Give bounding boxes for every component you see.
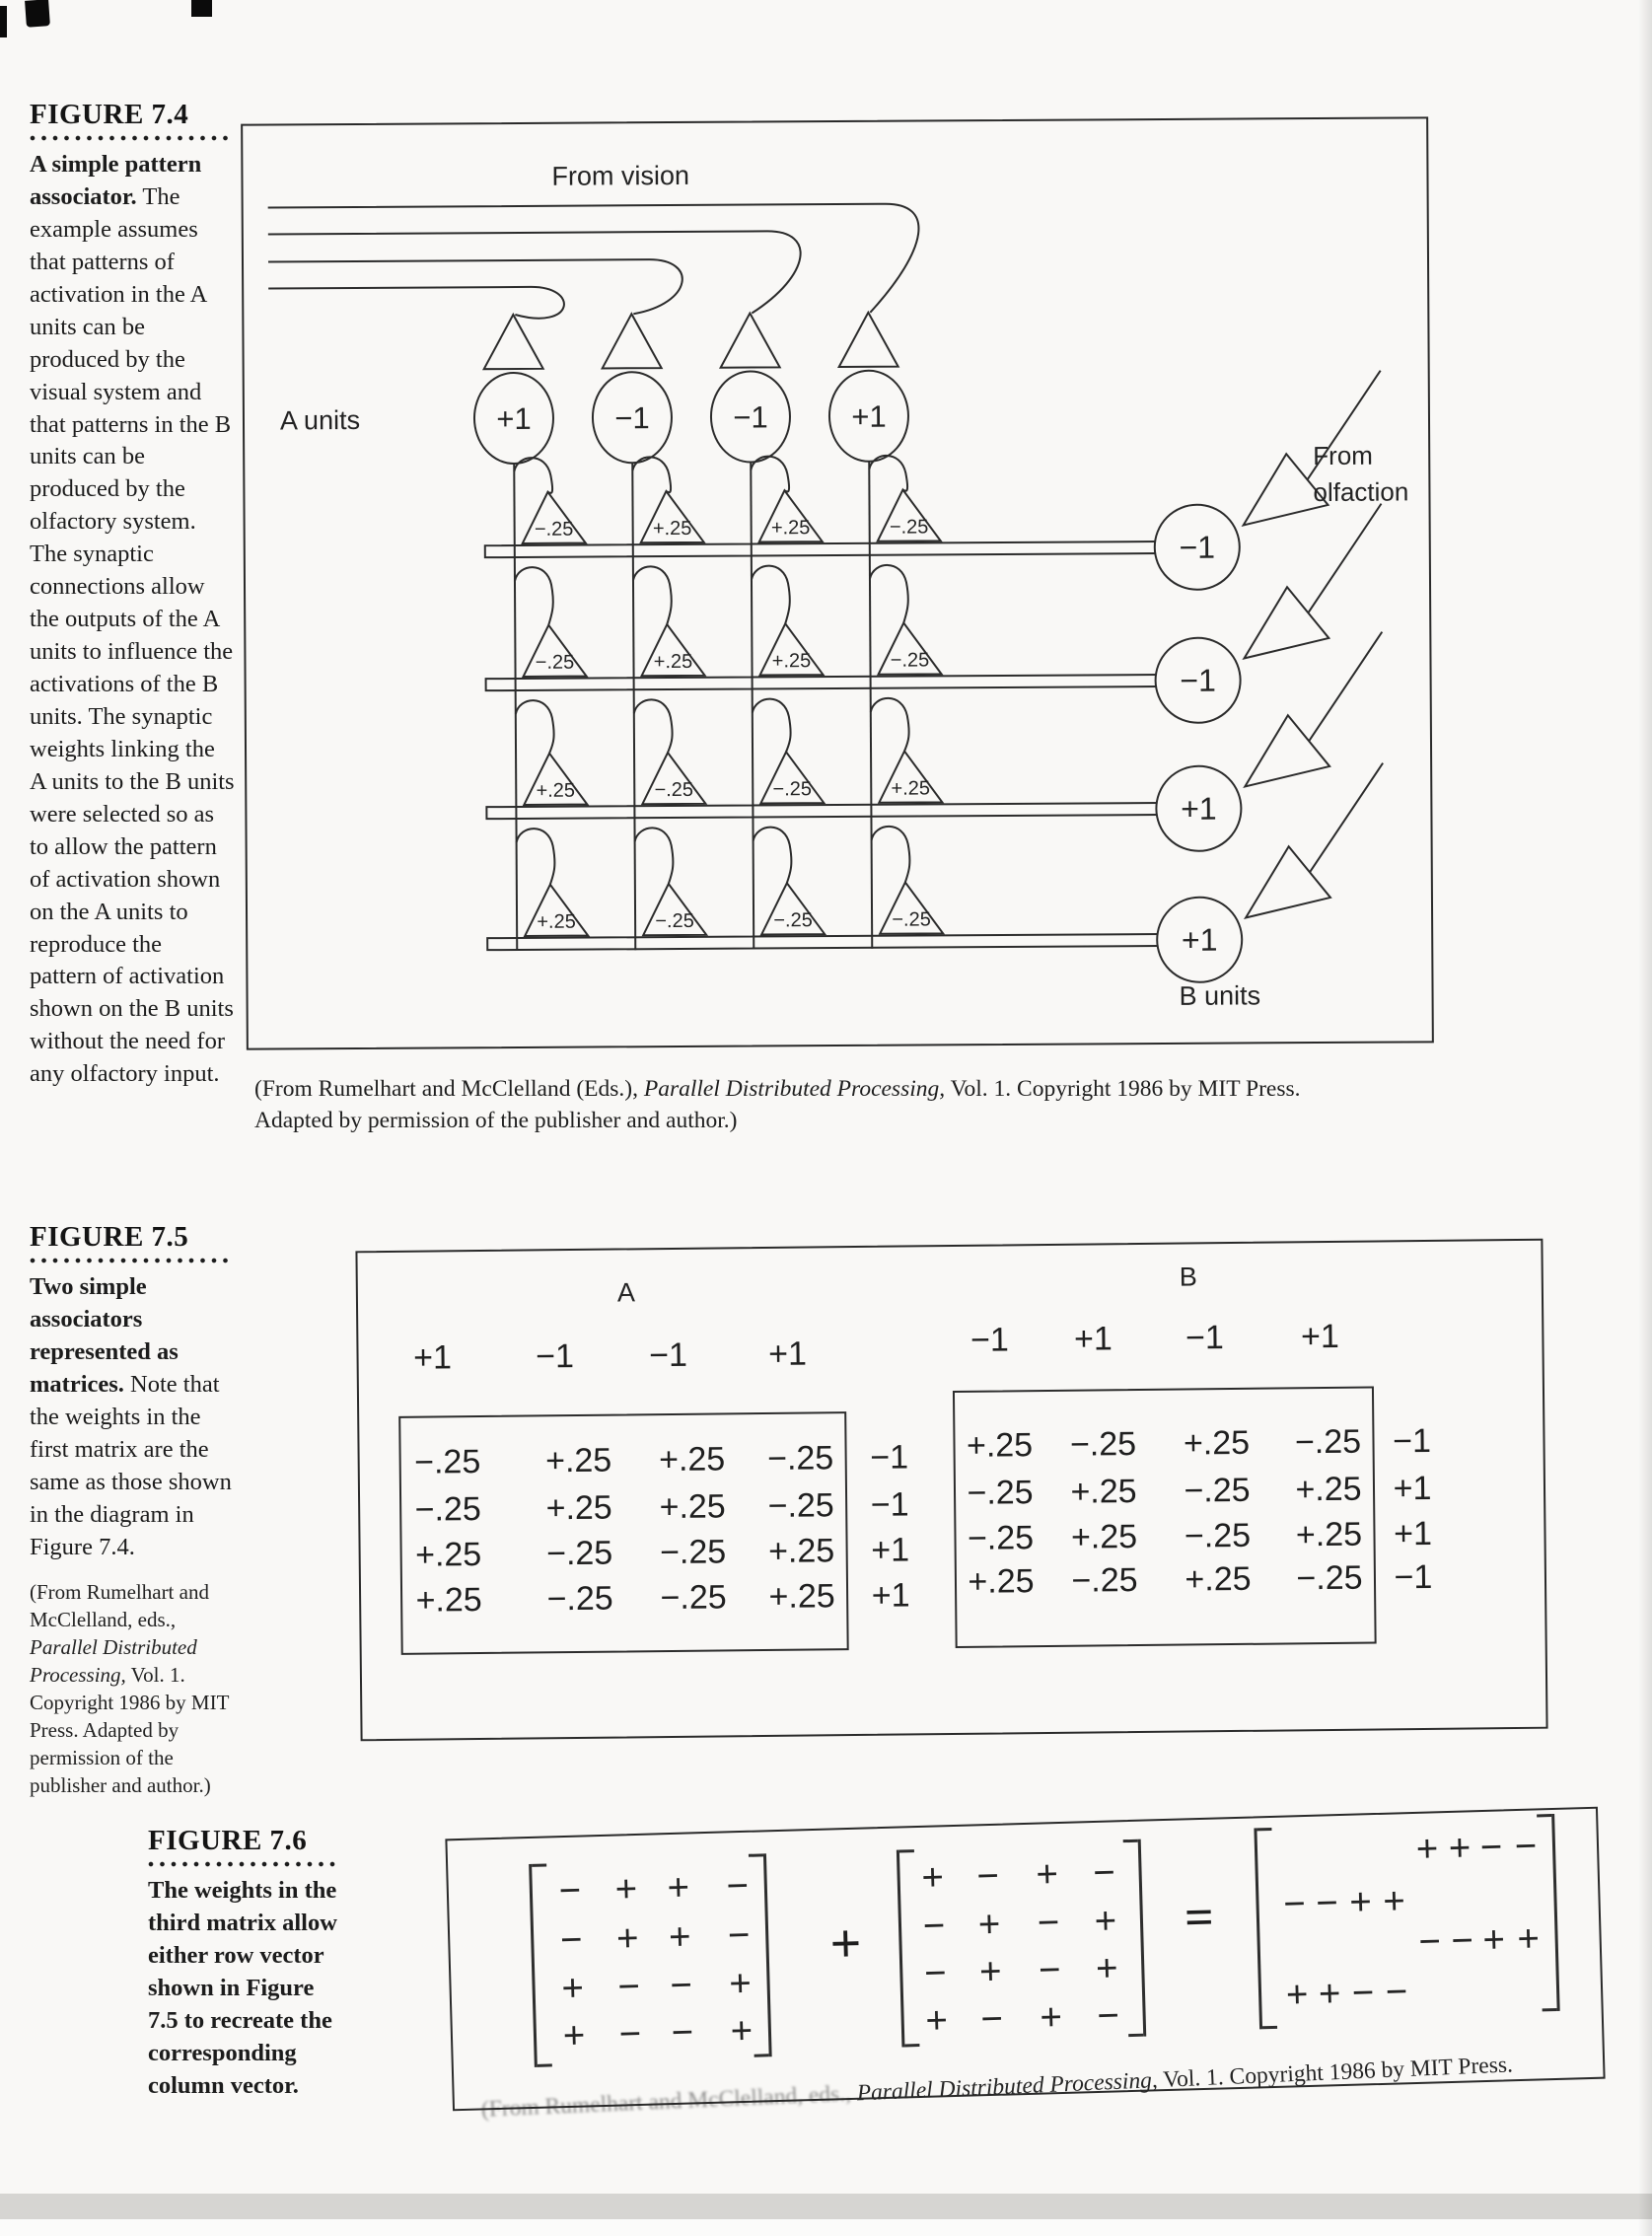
figure-7-4-heading: FIGURE 7.4	[30, 99, 189, 130]
attribution-book-title: Parallel Distributed Processing,	[856, 2067, 1159, 2107]
weight-value: +.25	[652, 517, 692, 541]
matrix-a-cell: +.25	[768, 1577, 835, 1616]
matrix-b-cell: −.25	[1071, 1561, 1138, 1600]
figure-7-5-heading: FIGURE 7.5	[30, 1221, 189, 1253]
attribution-book-title: Parallel Distributed Processing,	[643, 1076, 946, 1102]
matrix-b-col-header: −1	[1185, 1319, 1224, 1357]
weight-synapse-connector	[869, 456, 907, 491]
a-units-label: A units	[279, 404, 361, 436]
matrix-3-sign: +	[1382, 1878, 1406, 1923]
weight-value: +.25	[771, 650, 812, 673]
figure-7-5-attribution	[30, 1579, 237, 1799]
matrix-b-cell: −.25	[1294, 1422, 1362, 1462]
weight-synapse-connector	[871, 698, 909, 752]
matrix-3-sign: +	[1285, 1972, 1310, 2017]
matrix-3-sign: −	[1417, 1918, 1442, 1964]
caption-body: Note that the weights in the first matrix are the same as those shown in the diagram in Figure 7.4.	[30, 1370, 232, 1560]
weight-value: +.25	[770, 517, 811, 540]
matrix-2-sign: +	[1093, 1898, 1117, 1944]
matrix-3-sign: −	[1513, 1823, 1539, 1869]
figure-7-6-caption: The weights in the third matrix allow either row vector shown in Figure 7.5 to recreate the corresponding column vector.	[148, 1877, 337, 2099]
weight-value: −.25	[889, 516, 929, 539]
weight-synapse-connector	[516, 700, 554, 754]
matrix-3-sign: −	[1351, 1970, 1376, 2015]
matrix-1-sign: −	[557, 1867, 582, 1913]
matrix-a-col-header: −1	[648, 1335, 688, 1375]
from-olfaction-label: From	[1313, 440, 1373, 471]
matrix-1-sign: +	[668, 1913, 692, 1960]
matrix-a-col-header: +1	[767, 1334, 808, 1373]
weight-synapse-connector	[752, 566, 790, 624]
weight-synapse-connector	[753, 699, 791, 753]
matrix-2-sign: +	[1095, 1945, 1119, 1991]
matrix-a-label: A	[616, 1277, 636, 1308]
page-right-edge-shadow	[1638, 0, 1652, 2236]
matrix-a-cell: −.25	[767, 1486, 834, 1525]
matrix-a-cell: −.25	[545, 1534, 613, 1573]
matrix-1-sign: +	[560, 1965, 585, 2011]
matrix-a-cell: +.25	[415, 1580, 482, 1620]
weight-synapse-connector	[754, 828, 792, 884]
attribution-book-title: Parallel Distributed Processing,	[30, 1635, 197, 1688]
matrix-1-left-bracket	[529, 1864, 552, 2067]
attribution-text: (From Rumelhart and McClelland, eds.,	[30, 1580, 209, 1632]
matrix-b-col-header: +1	[1073, 1320, 1113, 1358]
page-bottom-edge	[0, 2219, 1652, 2236]
matrix-1-sign: +	[613, 1865, 638, 1911]
attribution-text: Vol. 1. Copyright 1986 by MIT Press.	[945, 1076, 1301, 1102]
matrix-b-cell: +.25	[1070, 1473, 1137, 1511]
matrix-3-sign: −	[1478, 1824, 1504, 1870]
matrix-a-cell: −.25	[766, 1439, 834, 1478]
a-unit-value: +1	[496, 400, 532, 437]
pattern-associator-diagram	[243, 118, 1432, 1047]
figure-7-6-caption-block	[148, 1825, 345, 2103]
matrix-2-sign: −	[1092, 1849, 1116, 1896]
caption-lead: A simple pattern associator.	[30, 151, 202, 210]
dotted-rule	[30, 135, 229, 141]
figure-7-6-heading: FIGURE 7.6	[148, 1825, 308, 1856]
figure-7-4-attribution	[254, 1073, 1399, 1137]
weight-value: −.25	[890, 649, 930, 672]
matrix-1-sign: −	[559, 1916, 584, 1963]
matrix-b-cell: −.25	[1184, 1516, 1252, 1555]
matrix-b-cell: +.25	[1070, 1518, 1138, 1556]
matrix-a-cell: −.25	[414, 1489, 481, 1529]
matrix-2-sign: −	[979, 1995, 1004, 2042]
b-unit-value: −1	[1179, 529, 1216, 565]
b-unit-value: +1	[1181, 921, 1218, 958]
matrix-1-sign: −	[670, 2009, 694, 2056]
matrix-1-sign: −	[669, 1962, 693, 2008]
weight-synapse-connector	[872, 827, 910, 883]
figure-7-5-caption	[30, 1271, 237, 1563]
a-unit-input-synapse-triangle	[602, 314, 661, 368]
matrix-b-cell: +.25	[1185, 1559, 1252, 1599]
matrix-2-sign: −	[1096, 1992, 1120, 2038]
matrix-b-cell: −.25	[1296, 1558, 1363, 1598]
olfaction-input-line	[1307, 504, 1383, 614]
matrix-3-sign: +	[1447, 1825, 1472, 1870]
weight-synapse-connector	[517, 829, 555, 885]
matrix-a-cell: +.25	[545, 1488, 612, 1528]
a-unit-input-synapse-triangle	[720, 313, 779, 367]
matrix-b-col-header: +1	[1300, 1317, 1339, 1356]
matrix-2-sign: +	[1035, 1851, 1059, 1897]
matrix-1-sign: +	[615, 1914, 640, 1961]
weight-value: −.25	[773, 909, 813, 932]
matrix-a-cell: +.25	[544, 1441, 612, 1480]
weight-value: +.25	[537, 910, 576, 933]
matrix-b-cell: +.25	[968, 1562, 1035, 1601]
olfaction-input-line	[1307, 632, 1383, 743]
weight-synapse-connector	[634, 699, 673, 753]
matrix-1-sign: +	[728, 1960, 753, 2006]
weight-value: +.25	[536, 779, 576, 802]
a-unit-input-synapse-triangle	[483, 315, 542, 369]
plus-operator: +	[828, 1912, 863, 1976]
figure-7-4-caption-block	[30, 99, 235, 1091]
caption-body: The example assumes that patterns of activation in the A units can be produced by the visual system and that patterns in the B units can be produced by the olfactory system. The synaptic connections allow the outputs of the A units to influence the activations of the B units. The synaptic weights linking the A units to the B units were selected so as to allow the pattern of activation shown on the A units to reproduce the pattern of activation shown on the B units without the need for any olfactory input.	[30, 182, 235, 1088]
matrix-3-sign: +	[1348, 1879, 1373, 1924]
from-olfaction-label: olfaction	[1313, 476, 1409, 508]
matrix-2-sign: +	[976, 1901, 1002, 1947]
b-unit-value: −1	[1180, 662, 1216, 698]
caption-lead: Two simple associators represented as matrices.	[30, 1273, 179, 1398]
matrix-1-sign: +	[561, 2012, 586, 2058]
matrix-a-cell: −.25	[660, 1578, 727, 1618]
matrix-b-row-label: +1	[1393, 1514, 1433, 1553]
weight-value: −.25	[772, 778, 813, 801]
weight-value: −.25	[534, 518, 574, 541]
attribution-line-1	[254, 1073, 1399, 1105]
matrix-1-sign: −	[617, 2010, 642, 2056]
b-unit-input-synapse-triangle	[1246, 846, 1330, 918]
weight-synapse-connector	[635, 828, 674, 884]
matrix-3-sign: −	[1282, 1881, 1307, 1926]
matrix-a-col-header: +1	[412, 1338, 453, 1377]
matrix-3-sign: −	[1315, 1880, 1339, 1925]
scan-artifact-mark	[191, 0, 212, 17]
b-units-label: B units	[1179, 980, 1261, 1011]
weight-synapse-connector	[870, 565, 908, 623]
matrix-a-col-header: −1	[535, 1337, 575, 1376]
matrix-1-sign: −	[616, 1963, 641, 2009]
a-unit-input-synapse-triangle	[838, 313, 898, 367]
figure-7-5-caption-block	[30, 1221, 237, 1800]
scan-artifact-mark	[25, 0, 50, 28]
attribution-text: Vol. 1. Copyright 1986 by MIT Press. Adapted by permission of the publisher and author.)	[30, 1663, 230, 1797]
figure-7-4-panel	[241, 116, 1434, 1049]
vision-input-line	[268, 231, 801, 316]
matrix-b-cell: +.25	[966, 1426, 1034, 1465]
matrix-a-cell: −.25	[413, 1443, 481, 1481]
matrix-2-sign: +	[920, 1854, 945, 1900]
matrix-b-cell: +.25	[1183, 1423, 1251, 1463]
weight-value: +.25	[891, 777, 931, 800]
matrix-3-sign: −	[1450, 1917, 1474, 1963]
a-unit-output-line	[751, 463, 754, 950]
matrix-a-cell: −.25	[659, 1533, 727, 1572]
matrix-2-sign: −	[1038, 1947, 1062, 1992]
matrix-2-sign: +	[924, 1997, 949, 2043]
olfaction-input-line	[1308, 763, 1384, 874]
weight-value: −.25	[892, 908, 931, 931]
matrix-a-row-label: −1	[870, 1485, 909, 1524]
a-unit-output-line	[514, 464, 517, 951]
matrix-a-cell: +.25	[659, 1487, 726, 1527]
matrix-b-row-label: −1	[1394, 1557, 1433, 1597]
matrix-a-row-label: +1	[871, 1531, 910, 1569]
matrix-a-cell: +.25	[767, 1532, 835, 1570]
matrix-b-row-label: +1	[1393, 1469, 1432, 1508]
a-unit-output-line	[632, 463, 635, 950]
matrix-2-sign: −	[975, 1852, 1000, 1899]
weight-value: +.25	[653, 650, 693, 674]
from-vision-label: From vision	[551, 160, 690, 191]
vision-input-line	[268, 287, 564, 321]
matrix-1-sign: +	[666, 1864, 690, 1911]
a-unit-value: +1	[851, 398, 887, 434]
attribution-line-2: Adapted by permission of the publisher and author.)	[254, 1108, 738, 1134]
matrix-a-cell: +.25	[414, 1535, 482, 1574]
matrix-b-cell: +.25	[1295, 1515, 1363, 1554]
page-bottom-scan-band	[0, 2194, 1652, 2219]
matrix-3-sign: −	[1385, 1969, 1409, 2014]
weight-synapse-connector	[633, 566, 672, 624]
matrix-2-sign: −	[1036, 1900, 1060, 1945]
matrix-b-cell: −.25	[1069, 1425, 1137, 1464]
matrix-b-label: B	[1179, 1262, 1197, 1292]
b-unit-input-synapse-triangle	[1245, 715, 1329, 787]
matrix-3-sign: +	[1516, 1915, 1541, 1962]
a-unit-value: −1	[733, 399, 768, 435]
matrix-a-cell: +.25	[658, 1440, 726, 1479]
weight-synapse-connector	[514, 458, 552, 493]
matrix-b-cell: +.25	[1295, 1470, 1362, 1509]
b-unit-input-synapse-triangle	[1244, 587, 1329, 659]
matrix-2-sign: −	[923, 1950, 948, 1995]
dotted-rule	[148, 1861, 341, 1867]
dotted-rule	[30, 1258, 229, 1263]
matrix-2-sign: +	[1039, 1993, 1063, 2040]
figure-7-4-caption	[30, 149, 235, 1091]
figure-7-5-panel	[355, 1239, 1547, 1742]
matrix-a-cell: −.25	[546, 1579, 613, 1619]
a-unit-value: −1	[614, 400, 650, 436]
matrix-a-row-label: −1	[870, 1438, 909, 1477]
attribution-text-faded: (From Rumelhart and McClelland, eds.,	[480, 2080, 858, 2123]
matrix-b-row-label: −1	[1392, 1421, 1432, 1461]
matrix-b-cell: −.25	[967, 1474, 1034, 1512]
weight-value: −.25	[535, 651, 575, 674]
matrix-3-sign: +	[1481, 1916, 1506, 1963]
attribution-text: (From Rumelhart and McClelland (Eds.),	[254, 1076, 644, 1102]
matrix-2-sign: −	[921, 1903, 947, 1948]
b-unit-value: +1	[1181, 790, 1217, 827]
matrix-3-sign: +	[1318, 1971, 1342, 2016]
weight-synapse-connector	[632, 457, 671, 492]
weight-synapse-connector	[751, 457, 789, 492]
a-unit-output-line	[869, 462, 872, 949]
matrix-a-row-label: +1	[871, 1576, 910, 1615]
matrix-3-left-bracket	[1254, 1828, 1277, 2029]
attribution-text: Vol. 1. Copyright 1986 by MIT Press.	[1157, 2052, 1514, 2094]
matrix-2-sign: +	[978, 1948, 1003, 1994]
weight-synapse-connector	[515, 567, 553, 625]
matrix-b-cell: −.25	[967, 1519, 1035, 1557]
matrix-1-sign: +	[729, 2007, 754, 2054]
scan-artifact-mark	[0, 6, 7, 37]
matrix-3-sign: +	[1415, 1826, 1440, 1871]
weight-value: −.25	[654, 778, 694, 802]
matrix-1-sign: −	[725, 1862, 750, 1909]
equals-operator: =	[1184, 1889, 1215, 1947]
matrix-b-cell: −.25	[1184, 1471, 1251, 1510]
matrix-b-col-header: −1	[970, 1321, 1009, 1359]
weight-value: −.25	[655, 909, 694, 933]
matrix-1-sign: −	[727, 1911, 752, 1958]
